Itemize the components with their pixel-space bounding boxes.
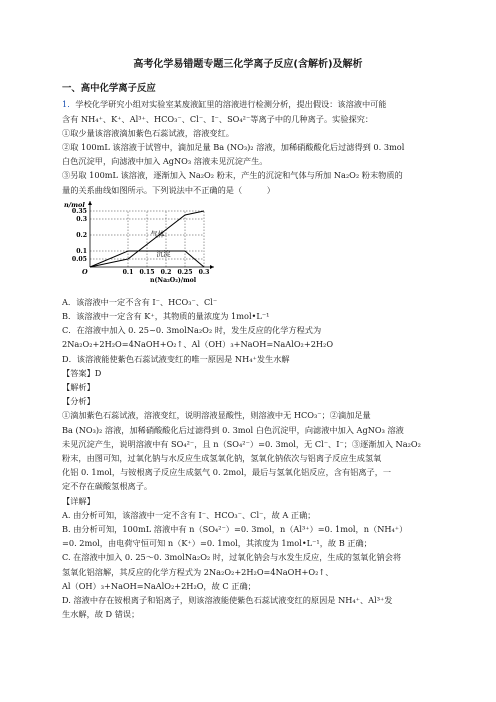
y-tick-label: 0.1 [76, 247, 87, 255]
option-a: A．该溶液中一定不含有 I⁻、HCO₃⁻、Cl⁻ [62, 296, 218, 307]
x-tick-label: 0.3 [198, 268, 210, 276]
fenxi-line: 定不存在碳酸氢根离子。 [62, 481, 153, 492]
detail-line: C. 在溶液中加入 0. 25～0. 3molNa₂O₂ 时，过氧化钠会与水发生反应，生成的氢氧化钠会将 [62, 552, 402, 563]
x-axis-label: n(Na₂O₂)/mol [150, 276, 197, 284]
detail-line: 氢氧化铝溶解，其反应的化学方程式为 2Na₂O₂+2H₂O=4NaOH+O₂↑、 [62, 566, 334, 577]
question-number: 1． [62, 99, 76, 110]
step-1: ①取少量该溶液滴加紫色石蕊试液，溶液变红。 [62, 127, 234, 138]
option-b: B．该溶液中一定含有 K⁺，其物质的量浓度为 1mol•L⁻¹ [62, 311, 270, 322]
detail-line: =0. 2mol，由电荷守恒可知 n（K⁺）=0. 1mol，其浓度为 1mol•L⁻¹，故 B 正确； [62, 538, 372, 549]
series-label-gas: 气体 [150, 230, 165, 239]
origin-label: O [82, 267, 88, 276]
y-tick-label: 0.2 [76, 231, 87, 239]
y-axis-label: n/mol [64, 200, 85, 209]
page-title: 高考化学易错题专题三化学离子反应(含解析)及解析 [133, 59, 363, 70]
section-heading: 一、高中化学离子反应 [62, 83, 156, 95]
detail-line: B. 由分析可知，100mL 溶液中有 n（SO₄²⁻）=0. 3mol，n（Al³⁺）=0. 1mol，n（NH₄⁺） [62, 524, 408, 535]
option-c-line2: 2Na₂O₂+2H₂O=4NaOH+O₂↑、Al（OH）₃+NaOH=NaAlO₂+2H₂O [62, 339, 334, 350]
fenxi-line: ①滴加紫色石蕊试液，溶液变红，说明溶液显酸性，则溶液中无 HCO₃⁻；②滴加足量 [62, 410, 371, 421]
x-tick-label: 0.1 [122, 268, 134, 276]
question-stem-line2: 含有 NH₄⁺、K⁺、Al³⁺、HCO₃⁻、Cl⁻、I⁻、SO₄²⁻等离子中的几种离子。实验探究： [62, 113, 374, 124]
option-c-line1: C．在溶液中加入 0. 25~0. 3molNa₂O₂ 时，发生反应的化学方程式为 [62, 325, 322, 336]
step-3-line1: ③另取 100mL 该溶液，逐渐加入 Na₂O₂ 粉末，产生的沉淀和气体与所加 Na₂O₂ 粉末物质的 [62, 170, 403, 181]
step-2-line1: ②取 100mL 该溶液于试管中，滴加足量 Ba (NO₃)₂ 溶液，加稀硝酸酸化后过滤得到 0. 3mol [62, 142, 405, 153]
option-d: D．该溶液能使紫色石蕊试液变红的唯一原因是 NH₄⁺发生水解 [62, 353, 290, 364]
step-3-line2: 量的关系曲线如图所示。下列说法中不正确的是（ ） [62, 184, 275, 195]
step-2-line2: 白色沉淀甲，向滤液中加入 AgNO₃ 溶液未见沉淀产生。 [62, 156, 268, 167]
detail-line: D. 溶液中存在铵根离子和铝离子，则该溶液能使紫色石蕊试液变红的原因是 NH₄⁺、Al³⁺发 [62, 595, 393, 606]
reaction-chart [62, 199, 434, 293]
analysis-label: 【解析】 [62, 382, 95, 393]
fenxi-label: 【分析】 [62, 396, 95, 407]
y-tick-label: 0.35 [71, 207, 87, 215]
fenxi-line: 未见沉淀产生，说明溶液中有 SO₄²⁻，且 n（SO₄²⁻）=0. 3mol，无 Cl⁻、I⁻；③逐渐加入 Na₂O₂ [62, 438, 421, 449]
series-label-precipitate: 沉淀 [156, 249, 171, 258]
detail-label: 【详解】 [62, 495, 95, 506]
fenxi-line: 粉末，由图可知，过氧化钠与水反应生成氢氧化钠，氢氧化钠依次与铝离子反应生成氢氧 [62, 453, 382, 464]
fenxi-line: 化铝 0. 1mol，与铵根离子反应生成氨气 0. 2mol，最后与氢氧化铝反应，含有铝离子，一 [62, 467, 392, 478]
y-axis-arrow [88, 201, 92, 205]
chart-svg [62, 199, 222, 293]
detail-line: 生水解，故 D 错误； [62, 609, 140, 620]
detail-line: Al（OH）₃+NaOH=NaAlO₂+2H₂O，故 C 正确； [62, 580, 256, 591]
x-tick-label: 0.2 [160, 268, 172, 276]
x-axis-arrow [210, 265, 214, 269]
detail-line: A. 由分析可知，该溶液中一定不含有 I⁻、HCO₃⁻、Cl⁻，故 A 正确； [62, 509, 316, 520]
x-tick-label: 0.15 [139, 268, 155, 276]
fenxi-line: Ba (NO₃)₂ 溶液，加稀硝酸酸化后过滤得到 0. 3mol 白色沉淀甲，向滤液中加入 AgNO₃ 溶液 [62, 424, 404, 435]
y-tick-label: 0.3 [76, 215, 87, 223]
answer-line: 【答案】D [62, 367, 102, 378]
question-stem-line1: 1．学校化学研究小组对实验室某废液缸里的溶液进行检测分析，提出假设：该溶液中可能 [62, 99, 387, 110]
y-tick-label: 0.05 [71, 255, 87, 263]
x-tick-label: 0.25 [177, 268, 193, 276]
